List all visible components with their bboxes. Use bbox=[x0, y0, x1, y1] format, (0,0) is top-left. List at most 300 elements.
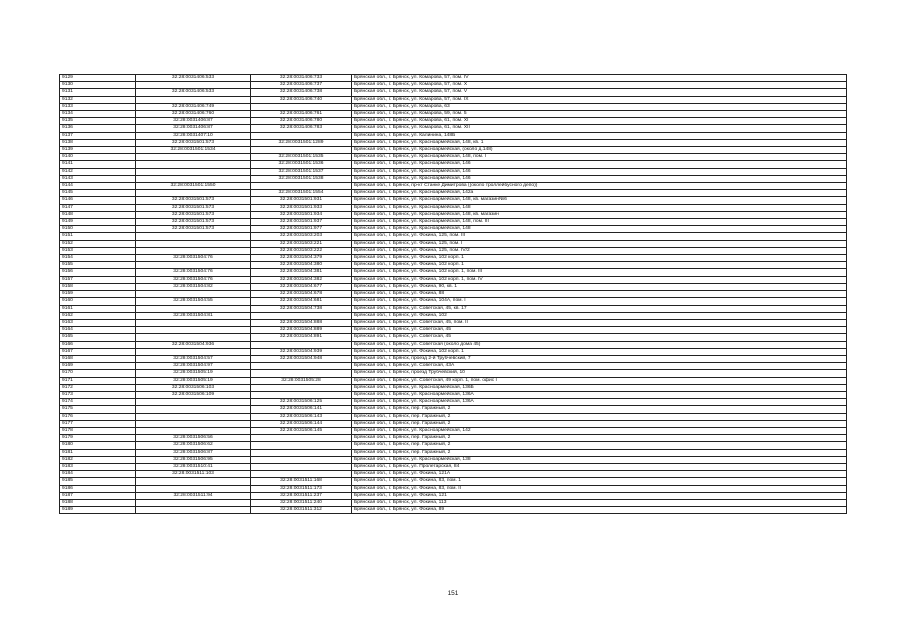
table-row bbox=[60, 219, 847, 226]
cadastral-number-cell bbox=[136, 168, 251, 175]
address-cell: Брянская обл., г. Брянск, ул. Красноармейская, (около д.148) bbox=[352, 147, 847, 154]
table-row bbox=[60, 175, 847, 182]
row-number-cell: 9189 bbox=[60, 507, 136, 514]
object-cadastral-number-cell: 32:28:0031506:145 bbox=[251, 427, 352, 434]
address-cell: Брянская обл., г. Брянск, ул. Фокина, 121А bbox=[352, 471, 847, 478]
cadastral-number-cell: 32:28:0031501:1550 bbox=[136, 183, 251, 190]
address-cell: Брянская обл., г. Брянск, ул. Фокина, 113 bbox=[352, 499, 847, 506]
table-row bbox=[60, 226, 847, 233]
row-number-cell: 9188 bbox=[60, 499, 136, 506]
object-cadastral-number-cell bbox=[251, 341, 352, 348]
table-row bbox=[60, 492, 847, 499]
row-number-cell: 9151 bbox=[60, 233, 136, 240]
address-cell: Брянская обл., г. Брянск, ул. Фокина, 89 bbox=[352, 507, 847, 514]
cadastral-number-cell: 32:28:0031505:19 bbox=[136, 370, 251, 377]
cadastral-number-cell bbox=[136, 327, 251, 334]
cadastral-number-cell bbox=[136, 175, 251, 182]
row-number-cell: 9149 bbox=[60, 219, 136, 226]
row-number-cell: 9177 bbox=[60, 420, 136, 427]
object-cadastral-number-cell bbox=[251, 463, 352, 470]
address-cell: Брянская обл., г. Брянск, ул. Фокина, 83, пом. 1 bbox=[352, 478, 847, 485]
row-number-cell: 9182 bbox=[60, 456, 136, 463]
object-cadastral-number-cell: 32:28:0031501:1536 bbox=[251, 161, 352, 168]
address-cell: Брянская обл., г. Брянск, пер. Гаражный, 2 bbox=[352, 435, 847, 442]
row-number-cell: 9171 bbox=[60, 377, 136, 384]
row-number-cell: 9176 bbox=[60, 413, 136, 420]
row-number-cell: 9132 bbox=[60, 96, 136, 103]
table-row bbox=[60, 305, 847, 312]
row-number-cell: 9130 bbox=[60, 82, 136, 89]
address-cell: Брянская обл., г. Брянск, ул. Фокина, 102 корп. 1 bbox=[352, 262, 847, 269]
table-row bbox=[60, 478, 847, 485]
address-cell: Брянская обл., г. Брянск, ул. Фокина, 102 bbox=[352, 312, 847, 319]
cadastral-number-cell bbox=[136, 82, 251, 89]
object-cadastral-number-cell: 32:28:0031501:937 bbox=[251, 219, 352, 226]
row-number-cell: 9174 bbox=[60, 399, 136, 406]
object-cadastral-number-cell: 32:28:0031504:888 bbox=[251, 319, 352, 326]
row-number-cell: 9135 bbox=[60, 118, 136, 125]
table-row bbox=[60, 211, 847, 218]
table-row bbox=[60, 118, 847, 125]
table-row bbox=[60, 413, 847, 420]
address-cell: Брянская обл., г. Брянск, пер. Гаражный, 2 bbox=[352, 449, 847, 456]
address-cell: Брянская обл., г. Брянск, ул. Советская, 49 корп. 1, пом. офис I bbox=[352, 377, 847, 384]
cadastral-number-cell: 32:28:0031506:87 bbox=[136, 449, 251, 456]
address-cell: Брянская обл., г. Брянск, ул. Фокина, 102 корп. 1 bbox=[352, 255, 847, 262]
row-number-cell: 9157 bbox=[60, 276, 136, 283]
row-number-cell: 9164 bbox=[60, 327, 136, 334]
table-row bbox=[60, 319, 847, 326]
table-row bbox=[60, 147, 847, 154]
object-cadastral-number-cell: 32:28:0031511:168 bbox=[251, 478, 352, 485]
object-cadastral-number-cell: 32:28:0031503:222 bbox=[251, 247, 352, 254]
object-cadastral-number-cell: 32:28:0031501:977 bbox=[251, 226, 352, 233]
row-number-cell: 9155 bbox=[60, 262, 136, 269]
row-number-cell: 9160 bbox=[60, 298, 136, 305]
row-number-cell: 9140 bbox=[60, 154, 136, 161]
row-number-cell: 9161 bbox=[60, 305, 136, 312]
row-number-cell: 9179 bbox=[60, 435, 136, 442]
row-number-cell: 9138 bbox=[60, 139, 136, 146]
row-number-cell: 9158 bbox=[60, 283, 136, 290]
row-number-cell: 9175 bbox=[60, 406, 136, 413]
cadastral-number-cell bbox=[136, 233, 251, 240]
address-cell: Брянская обл., г. Брянск, ул. Красноармейская, 148 bbox=[352, 204, 847, 211]
cadastral-number-cell: 32:28:0031501:573 bbox=[136, 219, 251, 226]
table-row bbox=[60, 139, 847, 146]
cadastral-number-cell bbox=[136, 334, 251, 341]
cadastral-number-cell bbox=[136, 499, 251, 506]
row-number-cell: 9162 bbox=[60, 312, 136, 319]
object-cadastral-number-cell: 32:28:0031504:948 bbox=[251, 355, 352, 362]
row-number-cell: 9154 bbox=[60, 255, 136, 262]
row-number-cell: 9185 bbox=[60, 478, 136, 485]
address-cell: Брянская обл., г. Брянск, ул. Фокина, 88 bbox=[352, 291, 847, 298]
cadastral-number-cell: 32:28:0031511:94 bbox=[136, 492, 251, 499]
row-number-cell: 9131 bbox=[60, 89, 136, 96]
cadastral-number-cell bbox=[136, 96, 251, 103]
cadastral-number-cell: 32:28:0031506:103 bbox=[136, 384, 251, 391]
table-row bbox=[60, 463, 847, 470]
cadastral-number-cell: 32:28:0031504:936 bbox=[136, 341, 251, 348]
row-number-cell: 9183 bbox=[60, 463, 136, 470]
object-cadastral-number-cell bbox=[251, 103, 352, 110]
cadastral-number-cell: 32:28:0031501:1534 bbox=[136, 147, 251, 154]
cadastral-number-cell: 32:28:0031504:76 bbox=[136, 276, 251, 283]
cadastral-number-cell: 32:28:0031406:87 bbox=[136, 118, 251, 125]
cadastral-number-cell: 32:28:0031510:41 bbox=[136, 463, 251, 470]
row-number-cell: 9184 bbox=[60, 471, 136, 478]
table-row bbox=[60, 247, 847, 254]
row-number-cell: 9136 bbox=[60, 125, 136, 132]
object-cadastral-number-cell: 32:28:0031406:733 bbox=[251, 75, 352, 82]
object-cadastral-number-cell: 32:28:0031501:1537 bbox=[251, 168, 352, 175]
table-row bbox=[60, 132, 847, 139]
row-number-cell: 9173 bbox=[60, 391, 136, 398]
object-cadastral-number-cell bbox=[251, 471, 352, 478]
object-cadastral-number-cell: 32:28:0031505:28 bbox=[251, 377, 352, 384]
row-number-cell: 9139 bbox=[60, 147, 136, 154]
row-number-cell: 9143 bbox=[60, 175, 136, 182]
address-cell: Брянская обл., г. Брянск, ул. Советская, 45 bbox=[352, 327, 847, 334]
cadastral-number-cell bbox=[136, 420, 251, 427]
object-cadastral-number-cell: 32:28:0031406:738 bbox=[251, 89, 352, 96]
cadastral-number-cell bbox=[136, 406, 251, 413]
object-cadastral-number-cell: 32:28:0031503:203 bbox=[251, 233, 352, 240]
cadastral-number-cell: 32:28:0031406:533 bbox=[136, 75, 251, 82]
object-cadastral-number-cell: 32:28:0031511:312 bbox=[251, 507, 352, 514]
address-cell: Брянская обл., г. Брянск, ул. Красноармейская, 146 bbox=[352, 161, 847, 168]
address-cell: Брянская обл., г. Брянск, ул. Комарова, 57, пом. IV bbox=[352, 75, 847, 82]
object-cadastral-number-cell: 32:28:0031506:141 bbox=[251, 406, 352, 413]
table-row bbox=[60, 276, 847, 283]
table-row bbox=[60, 125, 847, 132]
object-cadastral-number-cell: 32:28:0031406:740 bbox=[251, 96, 352, 103]
row-number-cell: 9165 bbox=[60, 334, 136, 341]
row-number-cell: 9172 bbox=[60, 384, 136, 391]
row-number-cell: 9134 bbox=[60, 111, 136, 118]
row-number-cell: 9137 bbox=[60, 132, 136, 139]
address-cell: Брянская обл., г. Брянск, пер. Гаражный, 2 bbox=[352, 420, 847, 427]
cadastral-number-cell bbox=[136, 319, 251, 326]
table-row bbox=[60, 406, 847, 413]
row-number-cell: 9159 bbox=[60, 291, 136, 298]
table-row bbox=[60, 420, 847, 427]
cadastral-number-cell: 32:28:0031406:533 bbox=[136, 89, 251, 96]
address-cell: Брянская обл., г. Брянск, ул. Красноармейская, 142 bbox=[352, 427, 847, 434]
address-cell: Брянская обл., г. Брянск, ул. Красноармейская, 146 bbox=[352, 175, 847, 182]
table-row bbox=[60, 283, 847, 290]
cadastral-number-cell: 32:28:0031506:95 bbox=[136, 456, 251, 463]
table-row bbox=[60, 449, 847, 456]
cadastral-number-cell: 32:28:0031406:749 bbox=[136, 103, 251, 110]
row-number-cell: 9133 bbox=[60, 103, 136, 110]
table-row bbox=[60, 355, 847, 362]
address-cell: Брянская обл., г. Брянск, ул. Фокина, 102 корп. 1, пом. IV bbox=[352, 276, 847, 283]
object-cadastral-number-cell bbox=[251, 147, 352, 154]
cadastral-number-cell: 32:28:0031506:62 bbox=[136, 442, 251, 449]
address-cell: Брянская обл., г. Брянск, ул. Пролетарская, 84 bbox=[352, 463, 847, 470]
table-row bbox=[60, 363, 847, 370]
row-number-cell: 9146 bbox=[60, 197, 136, 204]
object-cadastral-number-cell bbox=[251, 132, 352, 139]
object-cadastral-number-cell: 32:28:0031504:380 bbox=[251, 262, 352, 269]
table-row bbox=[60, 485, 847, 492]
address-cell: Брянская обл., г. Брянск, проезд 2-й Трубчевский, 7 bbox=[352, 355, 847, 362]
table-row bbox=[60, 312, 847, 319]
address-cell: Брянская обл., г. Брянск, пер. Гаражный, 2 bbox=[352, 406, 847, 413]
address-cell: Брянская обл., г. Брянск, ул. Красноармейская, 142а bbox=[352, 190, 847, 197]
object-cadastral-number-cell: 32:28:0031504:379 bbox=[251, 255, 352, 262]
address-cell: Брянская обл., г. Брянск, ул. Красноармейская, 148 bbox=[352, 226, 847, 233]
object-cadastral-number-cell: 32:28:0031506:125 bbox=[251, 399, 352, 406]
cadastral-number-cell: 32:28:0031407:10 bbox=[136, 132, 251, 139]
row-number-cell: 9147 bbox=[60, 204, 136, 211]
table-row bbox=[60, 75, 847, 82]
table-row bbox=[60, 82, 847, 89]
row-number-cell: 9186 bbox=[60, 485, 136, 492]
row-number-cell: 9144 bbox=[60, 183, 136, 190]
address-cell: Брянская обл., г. Брянск, ул. Калинина, 148Б bbox=[352, 132, 847, 139]
object-cadastral-number-cell: 32:28:0031504:381 bbox=[251, 269, 352, 276]
row-number-cell: 9168 bbox=[60, 355, 136, 362]
row-number-cell: 9141 bbox=[60, 161, 136, 168]
object-cadastral-number-cell: 32:28:0031503:221 bbox=[251, 240, 352, 247]
address-cell: Брянская обл., г. Брянск, ул. Советская, 45, кв. 17 bbox=[352, 305, 847, 312]
table-row bbox=[60, 183, 847, 190]
object-cadastral-number-cell bbox=[251, 312, 352, 319]
cadastral-number-cell: 32:28:0031501:573 bbox=[136, 204, 251, 211]
cadastral-number-cell bbox=[136, 262, 251, 269]
cadastral-number-cell bbox=[136, 161, 251, 168]
cadastral-number-cell: 32:28:0031504:82 bbox=[136, 283, 251, 290]
object-cadastral-number-cell bbox=[251, 449, 352, 456]
table-row bbox=[60, 456, 847, 463]
row-number-cell: 9145 bbox=[60, 190, 136, 197]
register-table-body bbox=[60, 75, 847, 514]
row-number-cell: 9129 bbox=[60, 75, 136, 82]
row-number-cell: 9166 bbox=[60, 341, 136, 348]
table-row bbox=[60, 442, 847, 449]
object-cadastral-number-cell: 32:28:0031504:382 bbox=[251, 276, 352, 283]
cadastral-number-cell: 32:28:0031501:573 bbox=[136, 139, 251, 146]
cadastral-number-cell bbox=[136, 154, 251, 161]
address-cell: Брянская обл., г. Брянск, ул. Красноармейская, 136А bbox=[352, 391, 847, 398]
cadastral-number-cell: 32:28:0031504:55 bbox=[136, 298, 251, 305]
table-row bbox=[60, 291, 847, 298]
table-row bbox=[60, 391, 847, 398]
address-cell: Брянская обл., г. Брянск, ул. Фокина, 125, пом. I bbox=[352, 240, 847, 247]
table-row bbox=[60, 298, 847, 305]
object-cadastral-number-cell: 32:28:0031506:144 bbox=[251, 420, 352, 427]
object-cadastral-number-cell: 32:28:0031406:780 bbox=[251, 118, 352, 125]
cadastral-number-cell bbox=[136, 478, 251, 485]
table-row bbox=[60, 341, 847, 348]
row-number-cell: 9178 bbox=[60, 427, 136, 434]
row-number-cell: 9163 bbox=[60, 319, 136, 326]
table-row bbox=[60, 154, 847, 161]
row-number-cell: 9150 bbox=[60, 226, 136, 233]
table-row bbox=[60, 507, 847, 514]
table-row bbox=[60, 327, 847, 334]
cadastral-number-cell bbox=[136, 348, 251, 355]
object-cadastral-number-cell: 32:28:0031501:931 bbox=[251, 197, 352, 204]
object-cadastral-number-cell bbox=[251, 391, 352, 398]
cadastral-number-cell bbox=[136, 399, 251, 406]
address-cell: Брянская обл., г. Брянск, ул. Фокина, 90, кв. 1 bbox=[352, 283, 847, 290]
address-cell: Брянская обл., г. Брянск, ул. Комарова, 59, пом. 5 bbox=[352, 111, 847, 118]
address-cell: Брянская обл., г. Брянск, ул. Комарова, 63 bbox=[352, 103, 847, 110]
address-cell: Брянская обл., г. Брянск, ул. Красноармейская, 136Б bbox=[352, 384, 847, 391]
cadastral-number-cell bbox=[136, 305, 251, 312]
object-cadastral-number-cell: 32:28:0031506:143 bbox=[251, 413, 352, 420]
object-cadastral-number-cell: 32:28:0031501:1538 bbox=[251, 175, 352, 182]
cadastral-number-cell: 32:28:0031406:87 bbox=[136, 125, 251, 132]
address-cell: Брянская обл., г. Брянск, проезд Трубчевский, 10 bbox=[352, 370, 847, 377]
address-cell: Брянская обл., г. Брянск, ул. Красноармейская, 148, пом. I bbox=[352, 154, 847, 161]
table-row bbox=[60, 262, 847, 269]
address-cell: Брянская обл., г. Брянск, ул. Фокина, 104А, пом. I bbox=[352, 298, 847, 305]
table-row bbox=[60, 499, 847, 506]
table-row bbox=[60, 96, 847, 103]
object-cadastral-number-cell: 32:28:0031504:889 bbox=[251, 327, 352, 334]
table-row bbox=[60, 233, 847, 240]
register-table bbox=[59, 74, 847, 514]
address-cell: Брянская обл., г. Брянск, ул. Красноармейская, 138 bbox=[352, 456, 847, 463]
cadastral-number-cell: 32:28:0031505:19 bbox=[136, 377, 251, 384]
cadastral-number-cell bbox=[136, 413, 251, 420]
cadastral-number-cell: 32:28:0031501:573 bbox=[136, 211, 251, 218]
address-cell: Брянская обл., г. Брянск, ул. Советская, 43А bbox=[352, 363, 847, 370]
table-row bbox=[60, 435, 847, 442]
object-cadastral-number-cell: 32:28:0031501:934 bbox=[251, 211, 352, 218]
object-cadastral-number-cell: 32:28:0031504:939 bbox=[251, 348, 352, 355]
cadastral-number-cell bbox=[136, 190, 251, 197]
row-number-cell: 9170 bbox=[60, 370, 136, 377]
cadastral-number-cell: 32:28:0031504:57 bbox=[136, 355, 251, 362]
row-number-cell: 9187 bbox=[60, 492, 136, 499]
cadastral-number-cell: 32:28:0031504:76 bbox=[136, 269, 251, 276]
table-row bbox=[60, 427, 847, 434]
cadastral-number-cell bbox=[136, 485, 251, 492]
address-cell: Брянская обл., г. Брянск, ул. Комарова, 61, пом. XI bbox=[352, 118, 847, 125]
table-row bbox=[60, 89, 847, 96]
object-cadastral-number-cell bbox=[251, 370, 352, 377]
cadastral-number-cell bbox=[136, 507, 251, 514]
cadastral-number-cell bbox=[136, 427, 251, 434]
address-cell: Брянская обл., г. Брянск, пр-кт Станке Димитрова ((около троллейбусного депо)) bbox=[352, 183, 847, 190]
object-cadastral-number-cell bbox=[251, 384, 352, 391]
address-cell: Брянская обл., г. Брянск, пер. Гаражный, 2 bbox=[352, 442, 847, 449]
cadastral-number-cell: 32:28:0031504:76 bbox=[136, 255, 251, 262]
object-cadastral-number-cell: 32:28:0031501:1289 bbox=[251, 139, 352, 146]
object-cadastral-number-cell bbox=[251, 183, 352, 190]
table-row bbox=[60, 190, 847, 197]
table-row bbox=[60, 111, 847, 118]
table-row bbox=[60, 255, 847, 262]
address-cell: Брянская обл., г. Брянск, ул. Красноармейская, 148, пом. III bbox=[352, 219, 847, 226]
page-number: 151 bbox=[447, 590, 459, 597]
object-cadastral-number-cell: 32:28:0031406:761 bbox=[251, 111, 352, 118]
row-number-cell: 9169 bbox=[60, 363, 136, 370]
table-row bbox=[60, 168, 847, 175]
address-cell: Брянская обл., г. Брянск, ул. Комарова, 57, пом. IX bbox=[352, 96, 847, 103]
address-cell: Брянская обл., г. Брянск, ул. Красноармейская, 148, кв. магазин bbox=[352, 211, 847, 218]
address-cell: Брянская обл., г. Брянск, ул. Фокина, 102 корп. 1 bbox=[352, 348, 847, 355]
table-row bbox=[60, 269, 847, 276]
cadastral-number-cell: 32:28:0031511:103 bbox=[136, 471, 251, 478]
object-cadastral-number-cell: 32:28:0031511:173 bbox=[251, 485, 352, 492]
address-cell: Брянская обл., г. Брянск, ул. Красноармейская, 148, кв. 1 bbox=[352, 139, 847, 146]
cadastral-number-cell: 32:28:0031506:109 bbox=[136, 391, 251, 398]
object-cadastral-number-cell: 32:28:0031511:240 bbox=[251, 499, 352, 506]
cadastral-number-cell bbox=[136, 291, 251, 298]
address-cell: Брянская обл., г. Брянск, ул. Красноармейская, 136А bbox=[352, 399, 847, 406]
table-row bbox=[60, 471, 847, 478]
table-row bbox=[60, 103, 847, 110]
address-cell: Брянская обл., г. Брянск, ул. Комарова, 61, пом. XII bbox=[352, 125, 847, 132]
address-cell: Брянская обл., г. Брянск, ул. Фокина, 125, пом. IV/2 bbox=[352, 247, 847, 254]
object-cadastral-number-cell bbox=[251, 435, 352, 442]
cadastral-number-cell: 32:28:0031504:81 bbox=[136, 312, 251, 319]
cadastral-number-cell bbox=[136, 240, 251, 247]
address-cell: Брянская обл., г. Брянск, пер. Гаражный, 2 bbox=[352, 413, 847, 420]
object-cadastral-number-cell: 32:28:0031504:891 bbox=[251, 334, 352, 341]
address-cell: Брянская обл., г. Брянск, ул. Фокина, 102 корп. 1, пом. III bbox=[352, 269, 847, 276]
object-cadastral-number-cell: 32:28:0031406:737 bbox=[251, 82, 352, 89]
row-number-cell: 9181 bbox=[60, 449, 136, 456]
table-row bbox=[60, 161, 847, 168]
cadastral-number-cell: 32:28:0031506:56 bbox=[136, 435, 251, 442]
table-row bbox=[60, 204, 847, 211]
object-cadastral-number-cell: 32:28:0031511:237 bbox=[251, 492, 352, 499]
address-cell: Брянская обл., г. Брянск, ул. Красноармейская, 148, кв. магазин№6 bbox=[352, 197, 847, 204]
address-cell: Брянская обл., г. Брянск, ул. Советская, 45, пом. II bbox=[352, 319, 847, 326]
row-number-cell: 9156 bbox=[60, 269, 136, 276]
table-row bbox=[60, 370, 847, 377]
address-cell: Брянская обл., г. Брянск, ул. Фокина, 125, пом. III bbox=[352, 233, 847, 240]
row-number-cell: 9153 bbox=[60, 247, 136, 254]
row-number-cell: 9180 bbox=[60, 442, 136, 449]
address-cell: Брянская обл., г. Брянск, ул. Фокина, 121 bbox=[352, 492, 847, 499]
row-number-cell: 9167 bbox=[60, 348, 136, 355]
table-row bbox=[60, 334, 847, 341]
table-row bbox=[60, 384, 847, 391]
table-row bbox=[60, 399, 847, 406]
cadastral-number-cell: 32:28:0031501:573 bbox=[136, 197, 251, 204]
object-cadastral-number-cell bbox=[251, 456, 352, 463]
object-cadastral-number-cell: 32:28:0031501:933 bbox=[251, 204, 352, 211]
cadastral-number-cell: 32:28:0031406:760 bbox=[136, 111, 251, 118]
object-cadastral-number-cell: 32:28:0031504:681 bbox=[251, 298, 352, 305]
table-row bbox=[60, 197, 847, 204]
address-cell: Брянская обл., г. Брянск, ул. Советская, 45 bbox=[352, 334, 847, 341]
table-row bbox=[60, 240, 847, 247]
cadastral-number-cell bbox=[136, 247, 251, 254]
cadastral-number-cell: 32:28:0031504:97 bbox=[136, 363, 251, 370]
object-cadastral-number-cell bbox=[251, 442, 352, 449]
object-cadastral-number-cell bbox=[251, 363, 352, 370]
object-cadastral-number-cell: 32:28:0031504:678 bbox=[251, 291, 352, 298]
address-cell: Брянская обл., г. Брянск, ул. Советская (около дома 45) bbox=[352, 341, 847, 348]
row-number-cell: 9142 bbox=[60, 168, 136, 175]
object-cadastral-number-cell: 32:28:0031406:783 bbox=[251, 125, 352, 132]
address-cell: Брянская обл., г. Брянск, ул. Фокина, 83, пом. II bbox=[352, 485, 847, 492]
object-cadastral-number-cell: 32:28:0031504:738 bbox=[251, 305, 352, 312]
table-row bbox=[60, 348, 847, 355]
object-cadastral-number-cell: 32:28:0031501:1535 bbox=[251, 154, 352, 161]
address-cell: Брянская обл., г. Брянск, ул. Красноармейская, 146 bbox=[352, 168, 847, 175]
